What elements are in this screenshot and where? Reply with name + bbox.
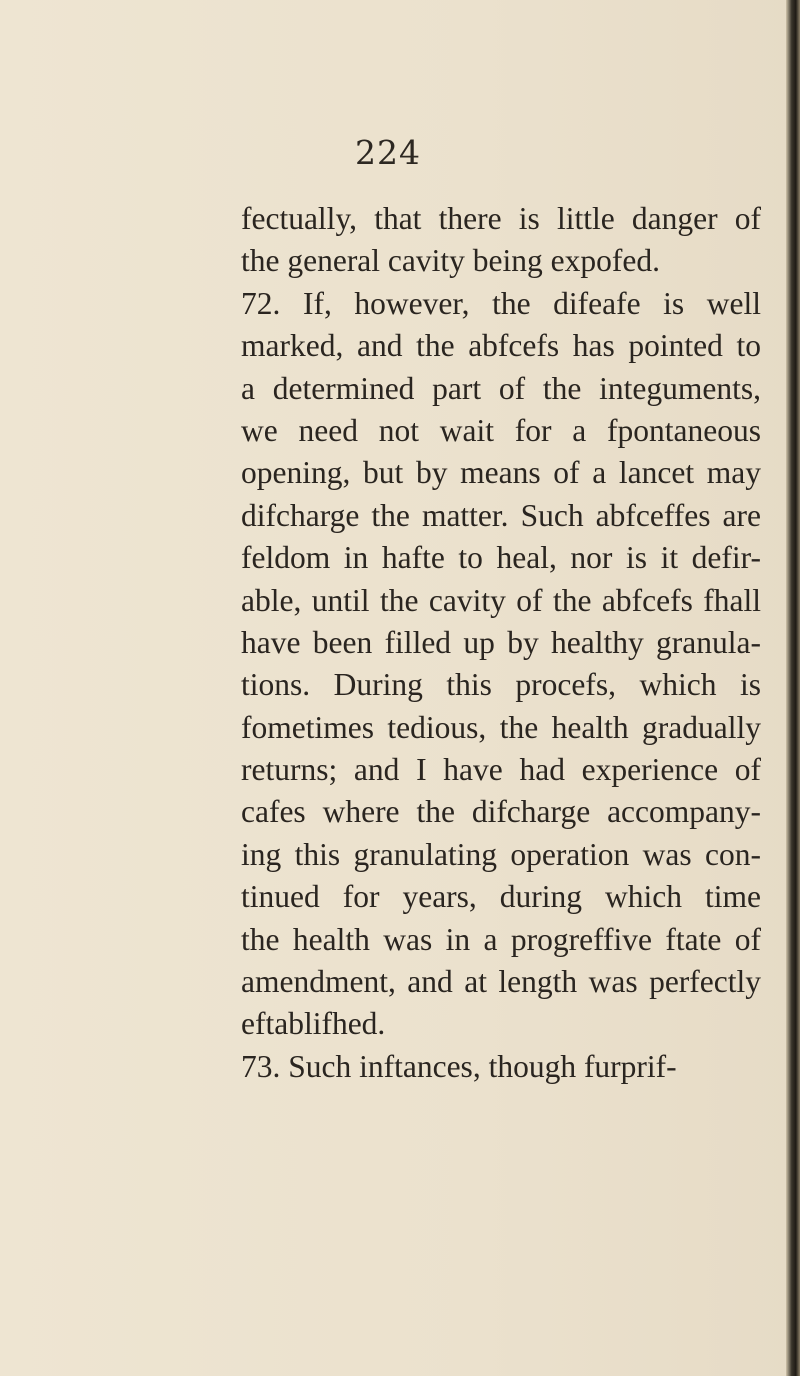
text-line: the general cavity being expofed. — [241, 243, 660, 279]
text-line: fometimes tedious, the health gradually — [241, 709, 761, 745]
text-line: opening, but by means of a lancet may — [241, 455, 761, 491]
page-number: 224 — [355, 133, 421, 172]
page-gutter — [786, 0, 800, 1376]
text-line: feldom in hafte to heal, nor is it defir- — [241, 540, 761, 576]
text-line: tinued for years, during which time — [241, 879, 761, 915]
text-line: 72. If, however, the difeafe is well — [241, 285, 761, 321]
text-line: amendment, and at length was perfectly — [241, 964, 761, 1000]
text-line: difcharge the matter. Such abfceffes are — [241, 497, 761, 533]
text-line: eftablifhed. — [241, 1006, 386, 1042]
text-line: have been filled up by healthy granula- — [241, 624, 761, 660]
text-line: fectually, that there is little danger of — [241, 201, 761, 236]
text-line: marked, and the abfcefs has pointed to — [241, 328, 761, 364]
text-line: 73. Such inftances, though furprif- — [241, 1048, 677, 1084]
text-line: tions. During this procefs, which is — [241, 667, 761, 703]
text-line: able, until the cavity of the abfcefs fhall — [241, 582, 761, 618]
text-line: ing this granulating operation was con- — [241, 836, 761, 872]
text-line: we need not wait for a fpontaneous — [241, 412, 761, 448]
text-line: a determined part of the integuments, — [241, 370, 761, 406]
body-text — [241, 198, 761, 1088]
text-line: the health was in a progreffive ftate of — [241, 921, 761, 957]
text-line: cafes where the difcharge accompany- — [241, 794, 761, 830]
text-line: returns; and I have had experience of — [241, 752, 761, 788]
